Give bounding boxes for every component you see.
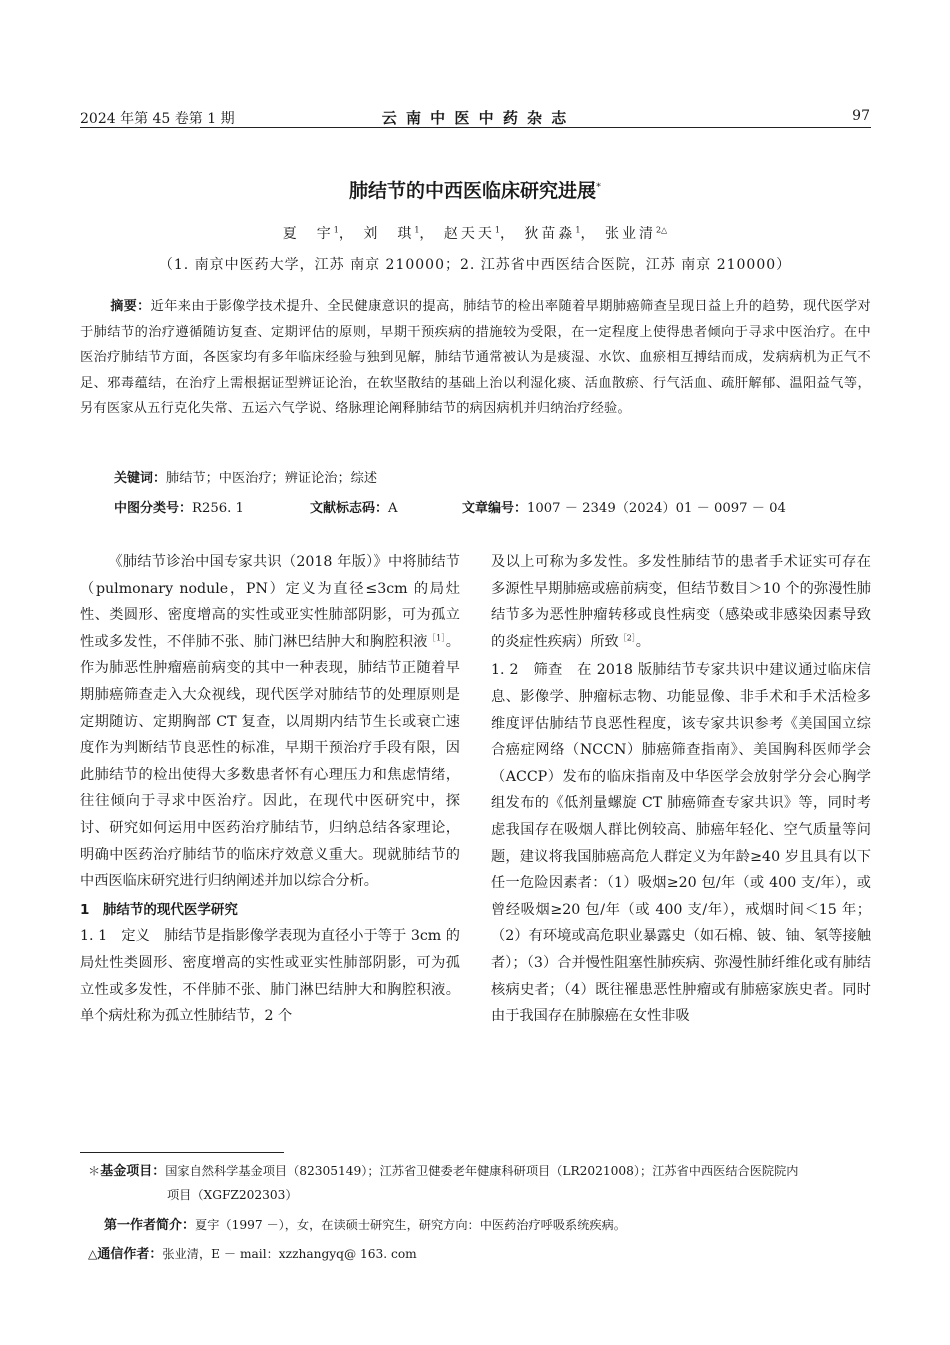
- author-affil-mark: 1: [494, 225, 500, 235]
- doc-code-text: A: [388, 501, 398, 516]
- abstract-label: 摘要：: [110, 299, 151, 314]
- subsection-1-1-text: 肺结节是指影像学表现为直径小于等于 3cm 的局灶性类圆形、密度增高的实性或亚实性肺部阴影，可为孤立性或多发性，不伴肺不张、肺门淋巴结肿大和胸腔积液。单个病灶称为孤立性肺结节，2 个: [80, 928, 460, 1025]
- author: 赵天天: [443, 226, 495, 242]
- subsection-1-1-heading: 1. 1 定义: [80, 928, 150, 945]
- author-list: 夏 宇$^1$， 刘 琪$^1$， 赵天天$^1$， 狄苗淼$^1$， 张业清$^{2\triangle}$: [282, 225, 668, 242]
- classification-label: 中图分类号：: [114, 501, 193, 516]
- citation-1: ［1］: [427, 633, 446, 643]
- intro-text-b: 。作为肺恶性肿瘤癌前病变的其中一种表现，肺结节正随着早期肺癌筛查走入大众视线，现代医学对肺结节的处理原则是定期随访、定期胸部 CT 复查，以周期内结节生长或衰亡速度作为判断结节良恶性的标准，早期干预治疗手段有限，因此肺结节的检出使得大多数患者怀有心理压力和焦虑情绪，往往倾向于寻求中医治疗。因此，在现代中医研究中，探讨、研究如何运用中医药治疗肺结节，归纳总结各家理论，明确中医药治疗肺结节的临床疗效意义重大。现就肺结节的中西医临床研究进行归纳阐述并加以综合分析。: [80, 633, 460, 890]
- intro-paragraph: [80, 549, 460, 895]
- fund-text: 国家自然科学基金项目（82305149）；江苏省卫健委老年健康科研项目（LR2021008）；江苏省中西医结合医院院内: [165, 1164, 799, 1178]
- author: 狄苗淼: [524, 226, 576, 242]
- author: 夏 宇: [282, 226, 334, 242]
- corresponding-mark: △: [88, 1247, 98, 1261]
- citation-2: ［2］: [618, 633, 636, 643]
- left-column: [80, 549, 460, 1030]
- author-affil-mark: 1: [333, 225, 339, 235]
- author: 刘 琪: [363, 226, 415, 242]
- document-code: [310, 497, 398, 516]
- fund-label: 基金项目：: [100, 1164, 166, 1179]
- affiliations: （1. 南京中医药大学，江苏 南京 210000；2. 江苏省中西医结合医院，江苏 南京 210000）: [158, 257, 792, 273]
- first-author-label: 第一作者简介：: [104, 1218, 196, 1233]
- subsection-1-1: [80, 923, 460, 1029]
- fund-mark: ＊: [88, 1164, 101, 1178]
- article-title: [0, 176, 950, 203]
- article-number-text: 1007 － 2349（2024）01 － 0097 － 04: [527, 501, 786, 516]
- intro-text-a: 《肺结节诊治中国专家共识（2018 年版）》中将肺结节（pulmonary nodule，PN）定义为直径≤3cm 的局灶性、类圆形、密度增高的实性或亚实性肺部阴影，可为孤立性或多发性，不伴肺不张、肺门淋巴结肿大和胸腔积液: [80, 554, 460, 650]
- right-text-a: 及以上可称为多发性。多发性肺结节的患者手术证实可存在多源性早期肺癌或癌前病变，但结节数目＞10 个的弥漫性肺结节多为恶性肿瘤转移或良性病变（感染或非感染因素导致的炎症性疾病）所致: [491, 554, 871, 650]
- abstract-text: 近年来由于影像学技术提升、全民健康意识的提高，肺结节的检出率随着早期肺癌筛查呈现日益上升的趋势，现代医学对于肺结节的治疗遵循随访复查、定期评估的原则，早期干预疾病的措施较为受限，在一定程度上使得患者倾向于寻求中医治疗。在中医治疗肺结节方面，各医家均有多年临床经验与独到见解，肺结节通常被认为是痰湿、水饮、血瘀相互搏结而成，发病病机为正气不足、邪毒蕴结，在治疗上需根据证型辨证论治，在软坚散结的基础上治以利湿化痰、活血散瘀、行气活血、疏肝解郁、温阳益气等，另有医家从五行克化失常、五运六气学说、络脉理论阐释肺结节的病因病机并归纳治疗经验。: [80, 299, 871, 417]
- article-number: [462, 497, 786, 516]
- title-fund-mark: *: [596, 181, 601, 193]
- subsection-1-2: [491, 657, 871, 1029]
- classification-text: R256. 1: [192, 501, 244, 516]
- right-text-b: 。: [635, 633, 650, 650]
- right-column: [491, 549, 871, 1030]
- article-number-label: 文章编号：: [462, 501, 528, 516]
- corresponding-label: 通信作者：: [97, 1247, 163, 1262]
- fund-footnote-cont: 项目（XGFZ202303）: [167, 1188, 298, 1202]
- author: 张业清: [604, 226, 656, 242]
- journal-name: 云 南 中 医 中 药 杂 志: [381, 109, 569, 127]
- title-text: 肺结节的中西医临床研究进展: [348, 180, 596, 202]
- classification: [114, 497, 244, 516]
- author-affil-mark: 1: [575, 225, 581, 235]
- keywords: [114, 467, 377, 486]
- keywords-text: 肺结节；中医治疗；辨证论治；综述: [166, 471, 378, 486]
- multiple-nodule-paragraph: [491, 549, 871, 655]
- page-number: 97: [852, 108, 870, 124]
- doc-code-label: 文献标志码：: [310, 501, 389, 516]
- footnote-rule: [80, 1152, 284, 1153]
- first-author-text: 夏宇（1997 －），女，在读硕士研究生，研究方向：中医药治疗呼吸系统疾病。: [195, 1218, 626, 1232]
- header-rule: [80, 127, 871, 128]
- first-author-footnote: [104, 1213, 626, 1238]
- subsection-1-2-heading: 1. 2 筛查: [491, 662, 563, 679]
- fund-footnote: [88, 1159, 871, 1184]
- issue-info: 2024 年第 45 卷第 1 期: [80, 111, 235, 127]
- author-affil-mark: 1: [414, 225, 420, 235]
- corresponding-footnote: [88, 1242, 417, 1267]
- keywords-label: 关键词：: [114, 471, 167, 486]
- abstract: [80, 294, 871, 422]
- subsection-1-2-text: 在 2018 版肺结节专家共识中建议通过临床信息、影像学、肿瘤标志物、功能显像、非手术和手术活检多维度评估肺结节良恶性程度，该专家共识参考《美国国立综合癌症网络（NCCN）肺癌筛查指南》、美国胸科医师学会（ACCP）发布的临床指南及中华医学会放射学分会心胸学组发布的《低剂量螺旋 CT 肺癌筛查专家共识》等，同时考虑我国存在吸烟人群比例较高、肺癌年轻化、空气质量等问题，建议将我国肺癌高危人群定义为年龄≥40 岁且具有以下任一危险因素者：（1）吸烟≥20 包/年（或 400 支/年），或曾经吸烟≥20 包/年（或 400 支/年），戒烟时间＜15 年；（2）有环境或高危职业暴露史（如石棉、铍、铀、氡等接触者）；（3）合并慢性阻塞性肺疾病、弥漫性肺纤维化或有肺结核病史者；（4）既往罹患恶性肿瘤或有肺癌家族史者。同时由于我国存在肺腺癌在女性非吸: [491, 662, 871, 1025]
- section-heading-1: 1 肺结节的现代医学研究: [80, 901, 238, 918]
- corresponding-text: 张业清，E － mail：xzzhangyq@ 163. com: [162, 1247, 417, 1261]
- author-affil-mark: 2△: [655, 225, 668, 235]
